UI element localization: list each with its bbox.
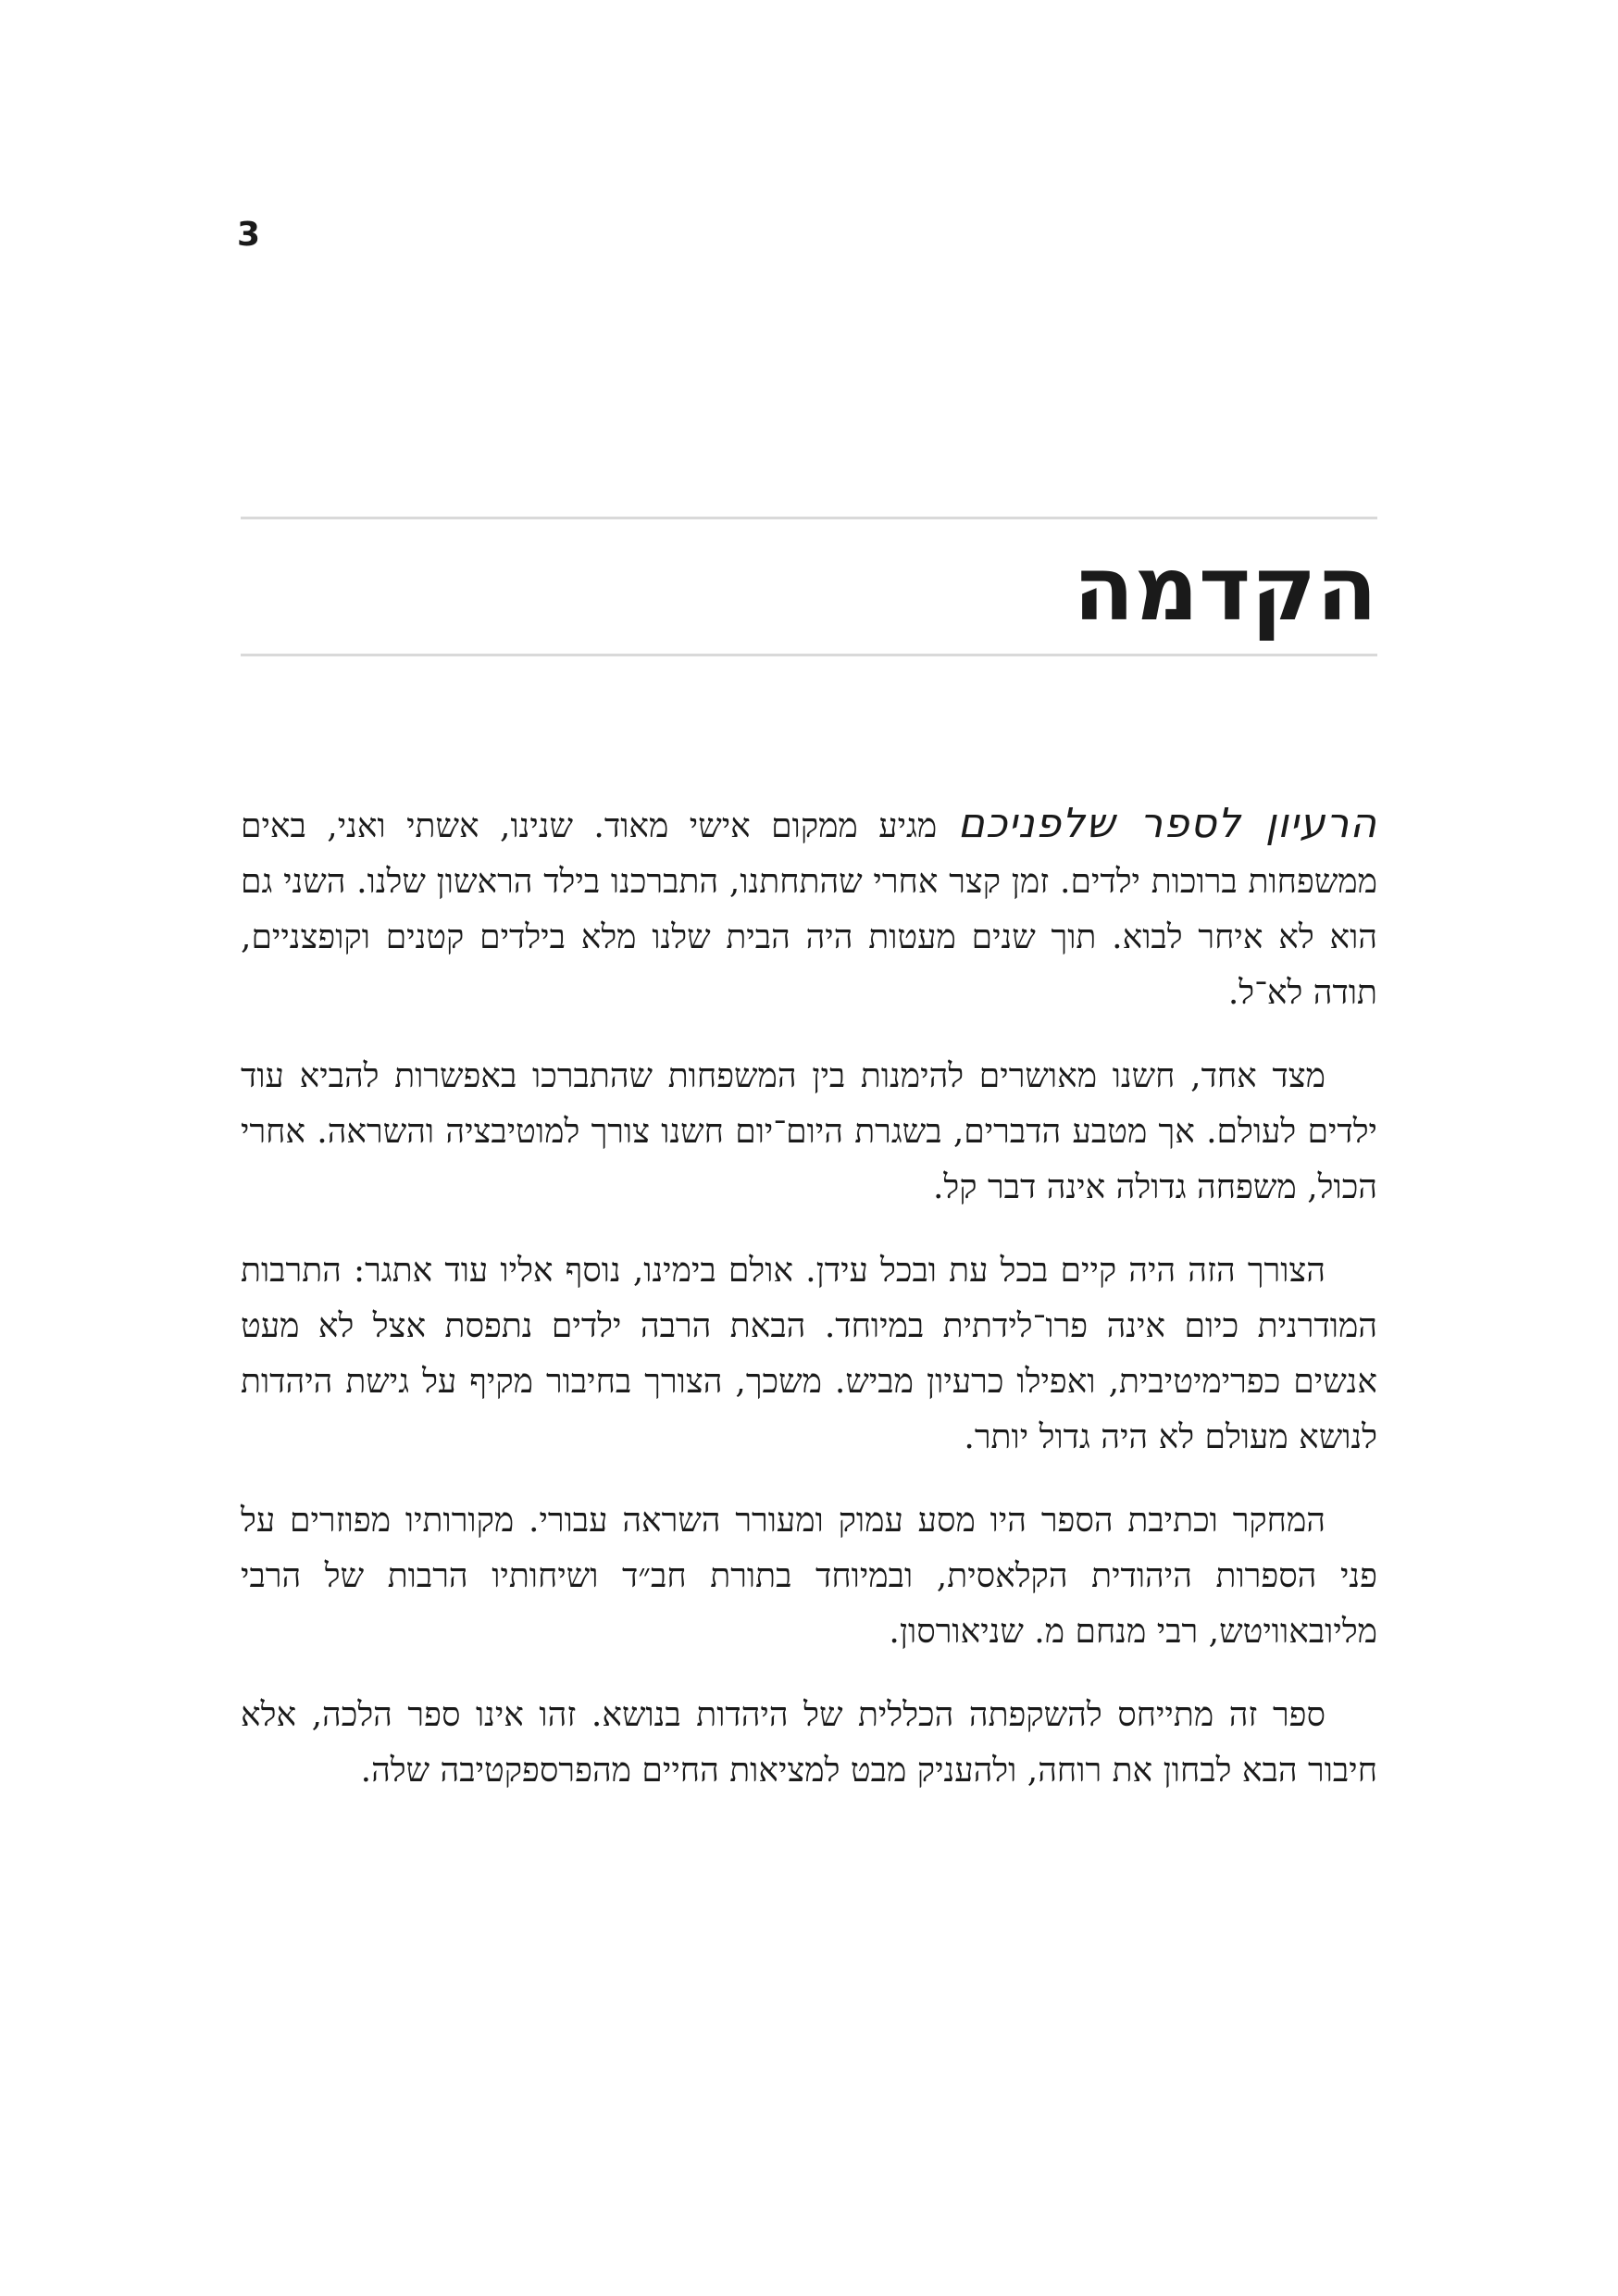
paragraph-5: ספר זה מתייחס להשקפתה הכללית של היהדות בנושא. זהו אינו ספר הלכה, אלא חיבור הבא לבחון את רוחה, ולהעניק מבט למציאות החיים מהפרספקטיבה שלה. (241, 1696, 1377, 1790)
chapter-title: הקדמה (1073, 537, 1377, 641)
title-rule-bottom (241, 654, 1377, 656)
paragraph-1-opening-words: הרעיון לספר שלפניכם (957, 800, 1377, 847)
paragraph-2: מצד אחד, חשנו מאושרים להימנות בין המשפחות שהתברכו באפשרות להביא עוד ילדים לעולם. אך מטבע הדברים, בשגרת היום־יום חשנו צורך למוטיבציה והשראה. אחרי הכול, משפחה גדולה אינה דבר קל. (241, 1057, 1377, 1206)
paragraph-1-text: מגיע ממקום אישי מאוד. שנינו, אשתי ואני, באים ממשפחות ברוכות ילדים. זמן קצר אחרי שהתחתנו, התברכנו בילד הראשון שלנו. השני גם הוא לא איחר לבוא. תוך שנים מעטות היה הבית שלנו מלא בילדים קטנים וקופצניים, תודה לא־ל. (241, 807, 1377, 1012)
page-number: 3 (237, 216, 261, 254)
paragraph-3: הצורך הזה היה קיים בכל עת ובכל עידן. אולם בימינו, נוסף אליו עוד אתגר: התרבות המודרנית כיום אינה פרו־לידתית במיוחד. הבאת הרבה ילדים נתפסת אצל לא מעט אנשים כפרימיטיבית, ואפילו כרעיון מביש. משכך, הצורך בחיבור מקיף על גישת היהדות לנושא מעולם לא היה גדול יותר. (241, 1252, 1377, 1456)
paragraph-4: המחקר וכתיבת הספר היו מסע עמוק ומעורר השראה עבורי. מקורותיו מפוזרים על פני הספרות היהודית הקלאסית, ובמיוחד בתורת חב״ד ושיחותיו הרבות של הרבי מליובאוויטש, רבי מנחם מ. שניאורסון. (241, 1502, 1377, 1651)
paragraph-1 (241, 796, 1377, 1021)
body-text (241, 796, 1377, 1827)
title-rule-top (241, 517, 1377, 519)
